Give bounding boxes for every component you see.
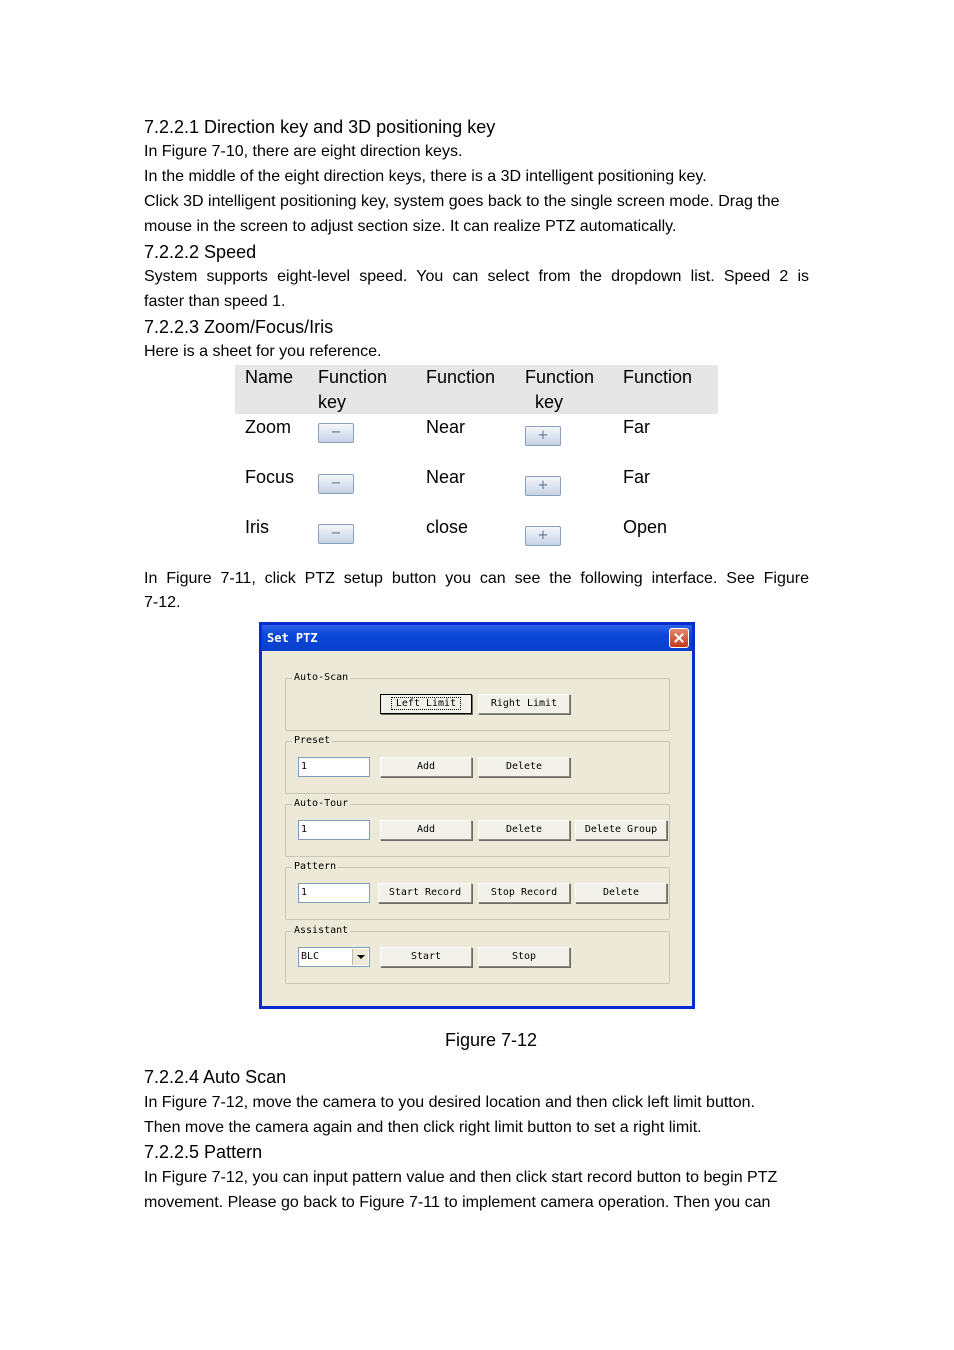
paragraph: In the middle of the eight direction keys, there is a 3D intelligent positioning key.	[144, 168, 707, 185]
paragraph: In Figure 7-12, you can input pattern value and then click start record button to begin PTZ	[144, 1169, 778, 1186]
section-heading-auto-scan: 7.2.2.4 Auto Scan	[144, 1067, 287, 1087]
group-auto-scan	[285, 672, 670, 731]
table-cell-far: Open	[623, 517, 668, 537]
auto-tour-add-button[interactable]: Add	[380, 820, 472, 840]
group-pattern	[285, 861, 670, 920]
minus-key-icon: −	[330, 476, 342, 492]
pattern-input[interactable]: 1	[298, 883, 370, 903]
table-header-name: Name	[245, 367, 294, 387]
delete-group-button[interactable]: Delete Group	[575, 820, 667, 840]
section-heading-pattern: 7.2.2.5 Pattern	[144, 1142, 263, 1162]
chevron-down-icon[interactable]	[352, 949, 368, 965]
paragraph: In Figure 7-12, move the camera to you desired location and then click left limit button.	[144, 1094, 755, 1111]
paragraph: faster than speed 1.	[144, 293, 286, 310]
assistant-stop-button[interactable]: Stop	[478, 947, 570, 967]
table-cell-name: Iris	[245, 517, 269, 537]
paragraph: In Figure 7-11, click PTZ setup button you can see the following interface. See Figure	[144, 570, 809, 587]
paragraph: Here is a sheet for you reference.	[144, 343, 382, 360]
paragraph: movement. Please go back to Figure 7-11 to implement camera operation. Then you can	[144, 1194, 771, 1211]
paragraph: System supports eight-level speed. You can select from the dropdown list. Speed 2 is	[144, 268, 809, 285]
start-record-button[interactable]: Start Record	[378, 883, 472, 903]
table-cell-near: Near	[426, 417, 466, 437]
iris-close-key	[318, 524, 354, 544]
plus-key-icon: +	[537, 428, 549, 444]
paragraph: Then move the camera again and then click right limit button to set a right limit.	[144, 1119, 702, 1136]
table-header-function: Function	[318, 367, 388, 387]
paragraph: In Figure 7-10, there are eight direction keys.	[144, 143, 463, 160]
table-cell-name: Zoom	[245, 417, 292, 437]
group-label: Assistant	[294, 925, 349, 936]
table-cell-near: Near	[426, 467, 466, 487]
figure-caption: Figure 7-12	[444, 1030, 538, 1050]
group-preset	[285, 735, 670, 794]
table-header-function: Function	[623, 367, 693, 387]
assistant-select-value: BLC	[301, 951, 320, 962]
group-auto-tour	[285, 798, 670, 857]
dialog-title: Set PTZ	[267, 631, 318, 645]
preset-input[interactable]: 1	[298, 757, 370, 777]
assistant-select[interactable]	[298, 947, 370, 967]
plus-key-icon: +	[537, 528, 549, 544]
zoom-far-key	[525, 426, 561, 446]
iris-open-key	[525, 526, 561, 546]
group-label: Auto-Tour	[294, 798, 349, 809]
section-heading-zoom-focus-iris: 7.2.2.3 Zoom/Focus/Iris	[144, 317, 334, 337]
section-heading-direction-key: 7.2.2.1 Direction key and 3D positioning key	[144, 117, 496, 137]
left-limit-button[interactable]: Left Limit	[380, 694, 472, 714]
table-cell-name: Focus	[245, 467, 295, 487]
zoom-near-key	[318, 423, 354, 443]
table-header-function: Function	[426, 367, 496, 387]
dialog-title-bar	[262, 625, 692, 651]
table-cell-far: Far	[623, 417, 650, 437]
set-ptz-dialog	[259, 622, 695, 1009]
table-cell-near: close	[426, 517, 469, 537]
auto-tour-delete-button[interactable]: Delete	[478, 820, 570, 840]
paragraph: mouse in the screen to adjust section size. It can realize PTZ automatically.	[144, 218, 677, 235]
table-header-function: Function	[525, 367, 595, 387]
table-header-key: key	[535, 392, 564, 412]
minus-key-icon: −	[330, 425, 342, 441]
paragraph: 7-12.	[144, 594, 181, 611]
close-icon[interactable]	[669, 628, 689, 648]
right-limit-button[interactable]: Right Limit	[478, 694, 570, 714]
dialog-body	[262, 651, 692, 1006]
table-header-key: key	[318, 392, 347, 412]
preset-add-button[interactable]: Add	[380, 757, 472, 777]
section-heading-speed: 7.2.2.2 Speed	[144, 242, 257, 262]
assistant-start-button[interactable]: Start	[380, 947, 472, 967]
auto-tour-input[interactable]: 1	[298, 820, 370, 840]
group-label: Pattern	[294, 861, 337, 872]
paragraph: Click 3D intelligent positioning key, system goes back to the single screen mode. Drag the	[144, 193, 780, 210]
group-label: Preset	[294, 735, 331, 746]
group-label: Auto-Scan	[294, 672, 349, 683]
group-assistant	[285, 925, 670, 984]
table-cell-far: Far	[623, 467, 650, 487]
plus-key-icon: +	[537, 478, 549, 494]
stop-record-button[interactable]: Stop Record	[478, 883, 570, 903]
preset-delete-button[interactable]: Delete	[478, 757, 570, 777]
focus-near-key	[318, 474, 354, 494]
minus-key-icon: −	[330, 526, 342, 542]
pattern-delete-button[interactable]: Delete	[575, 883, 667, 903]
focus-far-key	[525, 476, 561, 496]
